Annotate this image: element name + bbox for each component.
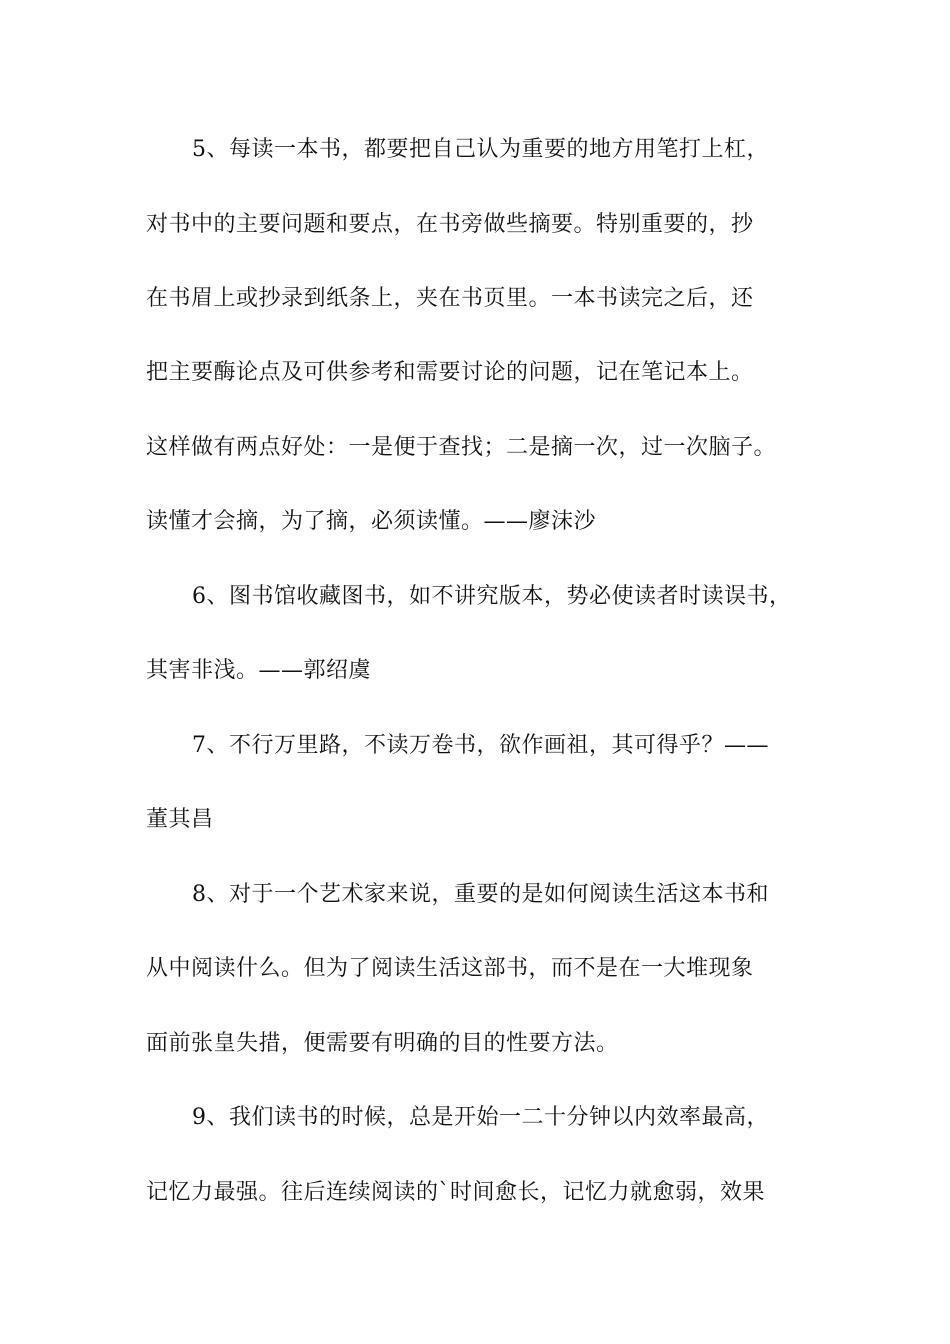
paragraph-8-line-1: 8、对于一个艺术家来说，重要的是如何阅读生活这本书和: [192, 882, 769, 907]
paragraph-7-line-1: 7、不行万里路，不读万卷书，欲作画祖，其可得乎？——: [192, 733, 769, 758]
paragraph-5-line-2: 对书中的主要问题和要点，在书旁做些摘要。特别重要的，抄: [146, 212, 754, 237]
paragraph-5-line-3: 在书眉上或抄录到纸条上，夹在书页里。一本书读完之后，还: [146, 286, 754, 311]
paragraph-8-line-3: 面前张皇失措，便需要有明确的目的性要方法。: [146, 1031, 619, 1056]
paragraph-9-line-2: 记忆力最强。往后连续阅读的`时间愈长，记忆力就愈弱，效果: [146, 1180, 766, 1205]
paragraph-7-line-2: 董其昌: [146, 807, 214, 832]
paragraph-5-line-6: 读懂才会摘，为了摘，必须读懂。——廖沫沙: [146, 509, 597, 534]
paragraph-6-line-2: 其害非浅。——郭绍虞: [146, 658, 372, 683]
paragraph-5-line-1: 5、每读一本书，都要把自己认为重要的地方用笔打上杠，: [192, 137, 769, 162]
paragraph-5-line-5: 这样做有两点好处：一是便于查找；二是摘一次，过一次脑子。: [146, 435, 777, 460]
paragraph-6-line-1: 6、图书馆收藏图书，如不讲究版本，势必使读者时读误书，: [192, 584, 792, 609]
paragraph-8-line-2: 从中阅读什么。但为了阅读生活这部书，而不是在一大堆现象: [146, 956, 754, 981]
paragraph-9-line-1: 9、我们读书的时候，总是开始一二十分钟以内效率最高，: [192, 1105, 769, 1130]
paragraph-5-line-4: 把主要酶论点及可供参考和需要讨论的问题，记在笔记本上。: [146, 360, 754, 385]
